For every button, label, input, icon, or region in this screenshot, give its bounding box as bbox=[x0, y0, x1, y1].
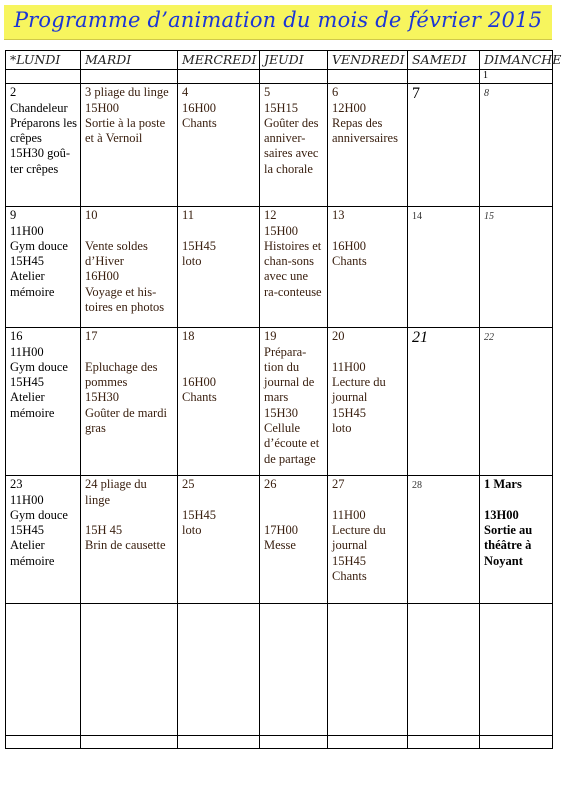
header-wednesday: MERCREDI bbox=[178, 51, 260, 70]
day-cell-empty bbox=[6, 604, 81, 736]
day-content: 24 pliage du linge 15H 45 Brin de causette bbox=[85, 477, 166, 553]
day-number: 21 bbox=[412, 329, 428, 347]
day-cell-12 bbox=[260, 207, 328, 328]
day-number: 1 bbox=[483, 70, 488, 82]
day-cell-sunday-1 bbox=[480, 70, 553, 84]
week-3-row bbox=[6, 328, 553, 476]
day-content: 3 pliage du linge 15H00 Sortie à la poste et à Vernoil bbox=[85, 85, 169, 146]
week-6-row bbox=[6, 736, 553, 749]
day-cell-24 bbox=[81, 476, 178, 604]
day-cell-empty bbox=[328, 604, 408, 736]
day-number: 14 bbox=[412, 211, 422, 223]
day-cell-empty bbox=[81, 736, 178, 749]
day-cell-4 bbox=[178, 84, 260, 207]
title-banner bbox=[4, 5, 552, 40]
day-cell-18 bbox=[178, 328, 260, 476]
day-content: 12 15H00 Histoires et chan-sons avec une ra-conteuse bbox=[264, 208, 322, 299]
day-content: 19 Prépara-tion du journal de mars 15H30 Cellule d’écoute et de partage bbox=[264, 329, 320, 466]
day-cell-13 bbox=[328, 207, 408, 328]
day-cell-10 bbox=[81, 207, 178, 328]
day-number: 7 bbox=[412, 85, 420, 103]
day-cell-8 bbox=[480, 84, 553, 207]
header-row bbox=[6, 51, 553, 70]
day-content: 4 16H00 Chants bbox=[182, 85, 217, 130]
day-cell-15 bbox=[480, 207, 553, 328]
day-cell-5 bbox=[260, 84, 328, 207]
day-cell-28 bbox=[408, 476, 480, 604]
day-content: 25 15H45 loto bbox=[182, 477, 217, 538]
day-number: 28 bbox=[412, 480, 422, 492]
day-content: 11 15H45 loto bbox=[182, 208, 217, 269]
week-5-row bbox=[6, 604, 553, 736]
day-cell-empty bbox=[178, 70, 260, 84]
day-cell-25 bbox=[178, 476, 260, 604]
day-cell-empty bbox=[6, 70, 81, 84]
day-cell-14 bbox=[408, 207, 480, 328]
day-cell-empty bbox=[480, 604, 553, 736]
header-sunday: DIMANCHE bbox=[480, 51, 553, 70]
day-cell-17 bbox=[81, 328, 178, 476]
day-cell-empty bbox=[81, 70, 178, 84]
day-content: 20 11H00 Lecture du journal 15H45 loto bbox=[332, 329, 386, 436]
day-content: 10 Vente soldes d’Hiver 16H00 Voyage et his-toires en photos bbox=[85, 208, 165, 315]
header-tuesday: MARDI bbox=[81, 51, 178, 70]
day-content: 9 11H00 Gym douce 15H45 Atelier mémoire bbox=[10, 208, 68, 299]
header-friday: VENDREDI bbox=[328, 51, 408, 70]
day-content: 17 Epluchage des pommes 15H30 Goûter de mardi gras bbox=[85, 329, 167, 436]
day-cell-22 bbox=[480, 328, 553, 476]
day-content: 26 17H00 Messe bbox=[264, 477, 299, 553]
day-content: 18 16H00 Chants bbox=[182, 329, 217, 405]
day-cell-20 bbox=[328, 328, 408, 476]
day-cell-empty bbox=[178, 736, 260, 749]
header-saturday: SAMEDI bbox=[408, 51, 480, 70]
day-number: 8 bbox=[484, 88, 489, 100]
week-2-row bbox=[6, 207, 553, 328]
day-content: 2 Chandeleur Préparons les crêpes 15H30 goû-ter crêpes bbox=[10, 85, 77, 176]
day-cell-empty bbox=[480, 736, 553, 749]
day-cell-empty bbox=[328, 736, 408, 749]
day-cell-empty bbox=[260, 70, 328, 84]
day-cell-9 bbox=[6, 207, 81, 328]
day-cell-empty bbox=[260, 604, 328, 736]
page-title: Programme d’animation du mois de février 2015 bbox=[13, 8, 543, 32]
week-0-row bbox=[6, 70, 553, 84]
header-monday: *LUNDI bbox=[6, 51, 81, 70]
day-cell-7 bbox=[408, 84, 480, 207]
day-cell-empty bbox=[408, 70, 480, 84]
day-cell-empty bbox=[260, 736, 328, 749]
week-4-row bbox=[6, 476, 553, 604]
day-cell-empty bbox=[81, 604, 178, 736]
day-cell-2 bbox=[6, 84, 81, 207]
day-content: 1 Mars 13H00 Sortie au théâtre à Noyant bbox=[484, 477, 533, 568]
day-content: 23 11H00 Gym douce 15H45 Atelier mémoire bbox=[10, 477, 68, 568]
day-number: 15 bbox=[484, 211, 494, 223]
day-cell-6 bbox=[328, 84, 408, 207]
week-1-row bbox=[6, 84, 553, 207]
day-cell-23 bbox=[6, 476, 81, 604]
header-thursday: JEUDI bbox=[260, 51, 328, 70]
day-cell-empty bbox=[6, 736, 81, 749]
day-cell-3 bbox=[81, 84, 178, 207]
day-cell-11 bbox=[178, 207, 260, 328]
day-content: 27 11H00 Lecture du journal 15H45 Chants bbox=[332, 477, 386, 584]
day-cell-26 bbox=[260, 476, 328, 604]
day-cell-march-1 bbox=[480, 476, 553, 604]
day-number: 22 bbox=[484, 332, 494, 344]
day-cell-27 bbox=[328, 476, 408, 604]
day-content: 6 12H00 Repas des anniversaires bbox=[332, 85, 398, 146]
day-cell-21 bbox=[408, 328, 480, 476]
day-content: 16 11H00 Gym douce 15H45 Atelier mémoire bbox=[10, 329, 68, 420]
day-cell-19 bbox=[260, 328, 328, 476]
day-content: 5 15H15 Goûter des anniver-saires avec la chorale bbox=[264, 85, 319, 176]
day-cell-empty bbox=[408, 604, 480, 736]
calendar-table bbox=[5, 50, 562, 749]
day-content: 13 16H00 Chants bbox=[332, 208, 367, 269]
day-cell-empty bbox=[328, 70, 408, 84]
day-cell-empty bbox=[408, 736, 480, 749]
day-cell-16 bbox=[6, 328, 81, 476]
day-cell-empty bbox=[178, 604, 260, 736]
